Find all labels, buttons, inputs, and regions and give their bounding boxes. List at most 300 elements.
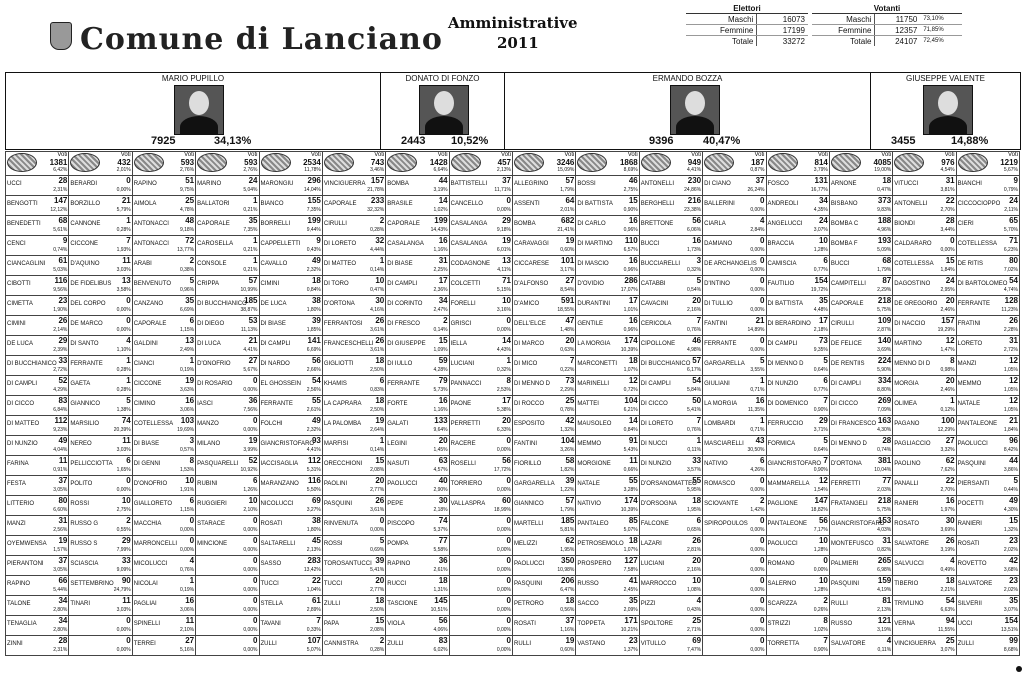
candidate-name: GENTILE <box>577 321 604 327</box>
list-votes: 1868 <box>619 158 638 167</box>
candidate-cell <box>6 536 69 556</box>
candidate-cell <box>703 336 766 356</box>
candidate-pct: 4,41% <box>306 447 321 453</box>
candidate-pct: 9,23% <box>53 427 68 433</box>
candidate-pct: 2,53% <box>496 387 511 393</box>
candidate-name: LUCIANI <box>640 561 665 567</box>
candidate-votes: 60 <box>502 496 511 505</box>
list-symbol-icon <box>261 153 291 172</box>
candidate-cell <box>322 296 385 316</box>
candidate-votes: 103 <box>180 416 195 425</box>
candidate-pct: 1,09% <box>433 347 448 353</box>
candidate-name: BISBANO <box>830 201 858 207</box>
candidate-pct: 2,50% <box>370 367 385 373</box>
candidate-votes: 31 <box>58 516 68 525</box>
mayor-pct: 40,47% <box>703 135 741 147</box>
candidate-votes: 56 <box>502 456 511 465</box>
candidate-votes: 163 <box>877 416 892 425</box>
candidate-votes: 66 <box>58 576 68 585</box>
candidate-cell <box>449 416 512 436</box>
candidate-cell <box>196 636 259 656</box>
candidate-pct: 2,11% <box>1004 207 1018 213</box>
candidate-votes: 18 <box>438 576 448 585</box>
candidate-votes: 4 <box>126 336 131 345</box>
candidate-votes: 100 <box>941 416 955 425</box>
candidate-pct: 4,35% <box>813 207 828 213</box>
candidate-votes: 26 <box>58 316 68 325</box>
candidate-cell <box>132 576 195 596</box>
candidate-pct: 1,37% <box>623 647 638 653</box>
candidate-votes: 1 <box>253 256 258 265</box>
candidate-name: NATIVIO <box>704 461 728 467</box>
candidate-pct: 5,38% <box>496 407 511 413</box>
candidate-votes: 7 <box>126 236 131 245</box>
candidate-cell <box>322 616 385 636</box>
candidate-name: CRIPPA <box>197 281 220 287</box>
candidate-name: PELLICCIOTTA <box>70 461 113 467</box>
candidate-pct: 0,00% <box>370 527 385 533</box>
candidate-cell <box>132 176 195 196</box>
candidate-name: FRATINI <box>957 321 981 327</box>
candidate-name: MORGIA <box>894 381 919 387</box>
candidate-pct: 0,55% <box>116 527 131 533</box>
candidate-cell <box>893 556 956 576</box>
candidate-votes: 157 <box>941 316 955 325</box>
candidate-votes: 20 <box>375 576 385 585</box>
candidate-votes: 73 <box>818 336 828 345</box>
candidate-pct: 6,17% <box>686 367 702 373</box>
candidate-votes: 37 <box>502 176 511 185</box>
candidate-name: BIANCHI <box>957 181 982 187</box>
candidate-name: CASALANGA <box>450 241 488 247</box>
candidate-votes: 109 <box>877 316 892 325</box>
candidate-pct: 0,00% <box>813 567 828 573</box>
candidate-cell <box>6 236 69 256</box>
candidate-name: DE ARCHANGELIS <box>704 261 757 267</box>
candidate-votes: 16 <box>628 256 638 265</box>
candidate-votes: 265 <box>877 556 892 565</box>
candidate-name: GIULIANI <box>704 381 730 387</box>
candidate-cell <box>196 536 259 556</box>
candidate-cell <box>829 276 892 296</box>
candidate-cell <box>196 556 259 576</box>
candidate-votes: 24 <box>1009 196 1018 205</box>
candidate-pct: 3,32% <box>940 447 955 453</box>
candidate-pct: 0,00% <box>116 627 131 633</box>
candidate-votes: 18 <box>692 496 702 505</box>
candidate-votes: 18 <box>628 356 638 365</box>
candidate-name: CAPORALE <box>830 301 864 307</box>
candidate-cell <box>259 616 322 636</box>
candidate-pct: 1,90% <box>53 307 68 313</box>
candidate-cell <box>956 516 1019 536</box>
candidate-pct: 4,41% <box>243 347 258 353</box>
candidate-votes: 27 <box>565 276 575 285</box>
candidate-pct: 2,46% <box>940 307 955 313</box>
candidate-votes: 17 <box>818 316 828 325</box>
candidate-cell <box>829 336 892 356</box>
candidate-pct: 14,89% <box>747 327 765 333</box>
candidate-name: CAVACINI <box>640 301 669 307</box>
candidate-cell <box>703 276 766 296</box>
candidate-cell <box>703 196 766 216</box>
candidate-votes: 1 <box>253 196 258 205</box>
candidate-name: MORGIONE <box>577 461 611 467</box>
candidate-name: DI MATTEO <box>323 261 357 267</box>
list-votes: 457 <box>497 158 511 167</box>
candidate-cell <box>576 316 639 336</box>
candidate-name: PANALLI <box>894 481 919 487</box>
candidate-votes: 131 <box>814 176 828 185</box>
candidate-name: DI GIUSEPPE <box>387 341 426 347</box>
candidate-name: DI DIEGO <box>197 321 225 327</box>
candidate-votes: 34 <box>438 296 448 305</box>
candidate-cell <box>196 256 259 276</box>
candidate-votes: 6 <box>823 376 828 385</box>
candidate-name: ANTONELLI <box>640 181 674 187</box>
candidate-pct: 2,50% <box>370 407 385 413</box>
candidate-votes: 14 <box>438 196 448 205</box>
candidate-name: OYEMWENSA <box>7 541 47 547</box>
candidate-votes: 24 <box>945 276 955 285</box>
candidate-pct: 13,77% <box>177 247 195 253</box>
candidate-votes: 24 <box>248 176 258 185</box>
candidate-pct: 1,26% <box>243 487 258 493</box>
candidate-votes: 44 <box>1009 456 1018 465</box>
candidate-name: LA CAPRARA <box>323 401 362 407</box>
candidate-cell <box>956 436 1019 456</box>
candidate-pct: 10,21% <box>620 627 638 633</box>
candidate-name: CIRULLI <box>323 221 347 227</box>
candidate-votes: 20 <box>945 296 955 305</box>
candidate-photo <box>174 85 224 135</box>
candidate-pct: 1,84% <box>1003 427 1018 433</box>
candidate-name: NEREO <box>70 441 92 447</box>
candidate-pct: 1,32% <box>560 427 575 433</box>
candidate-name: DI LORETO <box>640 421 673 427</box>
candidate-pct: 2,56% <box>306 387 321 393</box>
candidate-name: MANZI <box>957 361 977 367</box>
candidate-name: VASTANO <box>577 641 606 647</box>
candidate-cell <box>69 636 132 656</box>
candidate-pct: 0,28% <box>116 227 131 233</box>
candidate-pct: 0,00% <box>750 487 765 493</box>
candidate-name: D'ORSANOMATTEO <box>640 481 697 487</box>
candidate-votes: 51 <box>185 176 195 185</box>
candidate-cell <box>766 536 829 556</box>
candidate-pct: 0,12% <box>940 407 955 413</box>
list-votes-label: Voti <box>310 152 321 158</box>
candidate-cell <box>196 436 259 456</box>
candidate-cell <box>956 636 1019 656</box>
candidate-pct: 2,77% <box>370 587 385 593</box>
candidate-votes: 3 <box>696 256 702 265</box>
candidate-pct: 1,95% <box>686 507 702 513</box>
candidate-cell <box>513 376 576 396</box>
candidate-votes: 26 <box>375 496 385 505</box>
candidate-votes: 74 <box>438 516 448 525</box>
candidate-name: ROSSI <box>323 541 343 547</box>
candidate-name: VINCIGUERRA <box>894 641 936 647</box>
candidate-name: CICCONE <box>70 241 99 247</box>
candidate-cell <box>322 436 385 456</box>
candidate-pct: 0,00% <box>750 347 765 353</box>
candidate-pct: 5,07% <box>306 647 321 653</box>
candidate-cell <box>956 456 1019 476</box>
candidate-pct: 1,45% <box>433 447 448 453</box>
candidate-name: MARFISI <box>323 441 349 447</box>
candidate-name: ANTONACCI <box>133 241 169 247</box>
candidate-name: DE FELICE <box>830 341 862 347</box>
candidate-cell <box>639 176 702 196</box>
candidate-name: DE MARCO <box>70 321 103 327</box>
candidate-pct: 14,04% <box>303 187 321 193</box>
candidate-pct: 2,77% <box>370 487 385 493</box>
candidate-votes: 14 <box>502 336 511 345</box>
candidate-pct: 2,03% <box>877 487 892 493</box>
mayor-pct: 14,88% <box>951 135 989 147</box>
candidate-pct: 14,43% <box>430 227 448 233</box>
candidate-votes: 174 <box>624 496 638 505</box>
candidate-votes: 6 <box>189 496 195 505</box>
candidate-cell <box>6 316 69 336</box>
list-symbol-icon <box>831 153 861 172</box>
candidate-votes: 0 <box>126 636 131 645</box>
candidate-votes: 15 <box>1009 516 1018 525</box>
candidate-name: CAPORALE <box>197 221 230 227</box>
candidate-votes: 10 <box>185 476 195 485</box>
candidate-pct: 3,05% <box>53 567 68 573</box>
candidate-cell <box>766 176 829 196</box>
candidate-name: CASALANGA <box>387 241 424 247</box>
list-votes-label: Voti <box>437 152 448 158</box>
candidate-cell <box>893 436 956 456</box>
candidate-cell <box>766 296 829 316</box>
candidate-pct: 1,79% <box>560 507 575 513</box>
candidate-name: FARINA <box>7 461 29 467</box>
candidate-name: ESPOSITO <box>514 421 545 427</box>
candidate-pct: 2,25% <box>433 267 448 273</box>
candidate-name: DI MATTEO <box>7 421 40 427</box>
candidate-cell <box>956 176 1019 196</box>
candidate-pct: 8,54% <box>560 287 575 293</box>
candidate-pct: 12,29% <box>937 427 955 433</box>
candidate-name: COTELLESSA <box>133 421 174 427</box>
candidate-name: ZULLI <box>957 641 974 647</box>
candidate-votes: 57 <box>565 496 575 505</box>
candidate-cell <box>449 396 512 416</box>
candidate-pct: 0,00% <box>496 587 511 593</box>
candidate-pct: 2,89% <box>306 607 321 613</box>
candidate-name: CARAVAGGI <box>514 241 549 247</box>
candidate-pct: 1,93% <box>116 247 131 253</box>
candidate-votes: 33 <box>692 456 702 465</box>
candidate-votes: 54 <box>311 376 321 385</box>
candidate-pct: 0,84% <box>306 287 321 293</box>
candidate-name: MINCIONE <box>197 541 228 547</box>
candidate-name: DI TORO <box>323 281 349 287</box>
candidate-pct: 1,32% <box>1003 527 1018 533</box>
candidate-cell <box>132 636 195 656</box>
votanti-value: 24107 <box>875 36 920 47</box>
candidate-name: TORRETTA <box>767 641 800 647</box>
candidate-cell <box>6 196 69 216</box>
candidate-cell <box>956 536 1019 556</box>
table-row <box>6 616 1020 636</box>
candidate-cell <box>196 496 259 516</box>
candidate-votes: 37 <box>58 556 68 565</box>
candidate-pct: 8,80% <box>877 387 892 393</box>
candidate-pct: 7,47% <box>686 647 702 653</box>
candidate-pct: 1,28% <box>813 547 828 553</box>
candidate-pct: 1,05% <box>1003 387 1018 393</box>
candidate-name: MARCONETTI <box>577 361 618 367</box>
candidate-name: PAOLUCCI <box>514 561 545 567</box>
candidate-pct: 9,75% <box>179 187 195 193</box>
candidate-pct: 7,35% <box>306 207 321 213</box>
candidate-name: PASQUINI <box>830 581 860 587</box>
candidate-votes: 14 <box>628 416 638 425</box>
candidate-votes: 10 <box>502 296 511 305</box>
candidate-votes: 112 <box>307 456 321 465</box>
candidate-votes: 20 <box>375 476 385 485</box>
election-year: 2011 <box>497 34 539 52</box>
candidate-name: BORRELLI <box>260 221 291 227</box>
candidate-votes: 0 <box>760 636 765 645</box>
candidate-votes: 23 <box>58 296 68 305</box>
candidate-votes: 16 <box>438 396 448 405</box>
candidate-cell <box>893 596 956 616</box>
candidate-pct: 13,42% <box>303 567 321 573</box>
candidate-pct: 10,98% <box>557 567 575 573</box>
candidate-votes: 20 <box>692 296 702 305</box>
candidate-pct: 0,00% <box>116 327 131 333</box>
list-symbol-icon <box>577 153 607 172</box>
candidate-pct: 8,42% <box>1003 447 1018 453</box>
candidate-cell <box>576 396 639 416</box>
elettori-label: Femmine <box>686 25 757 36</box>
candidate-cell <box>513 576 576 596</box>
candidate-name: ZINNI <box>7 641 23 647</box>
candidate-cell <box>386 376 449 396</box>
candidate-name: CIMINI <box>7 321 26 327</box>
candidate-votes: 5 <box>379 536 385 545</box>
candidate-name: BOMBA <box>387 181 409 187</box>
page-header <box>0 0 1024 72</box>
candidate-votes: 0 <box>506 436 511 445</box>
candidate-pct: 0,96% <box>623 227 638 233</box>
candidate-pct: 2,08% <box>370 627 385 633</box>
candidate-pct: 3,03% <box>116 267 131 273</box>
candidate-name: POLITO <box>70 481 93 487</box>
candidate-name: CICCARESE <box>514 261 550 267</box>
candidate-name: PAPA <box>323 621 339 627</box>
candidate-votes: 26 <box>945 536 955 545</box>
candidate-pct: 8,68% <box>1003 647 1018 653</box>
candidate-votes: 56 <box>692 216 702 225</box>
votanti-title: Votanti <box>812 3 962 14</box>
table-row <box>6 416 1020 436</box>
candidate-votes: 174 <box>624 336 638 345</box>
candidate-votes: 155 <box>307 196 321 205</box>
list-pct: 2,13% <box>496 167 511 173</box>
table-row <box>6 576 1020 596</box>
candidate-votes: 69 <box>311 496 321 505</box>
candidate-name: SILVERII <box>957 601 982 607</box>
candidate-pct: 4,98% <box>686 347 702 353</box>
candidate-cell <box>259 376 322 396</box>
candidate-votes: 15 <box>628 196 638 205</box>
candidate-votes: 25 <box>945 636 955 645</box>
candidate-cell <box>576 356 639 376</box>
candidate-votes: 39 <box>311 316 321 325</box>
candidate-votes: 21 <box>121 196 131 205</box>
candidate-cell <box>196 236 259 256</box>
candidate-cell <box>703 436 766 456</box>
candidate-pct: 6,02% <box>433 647 448 653</box>
candidate-name: DI MENNO D <box>830 441 867 447</box>
candidate-name: DI CICCO <box>830 401 858 407</box>
candidate-name: FESTA <box>7 481 26 487</box>
candidate-cell <box>513 336 576 356</box>
candidate-cell <box>703 496 766 516</box>
candidate-pct: 0,71% <box>750 387 765 393</box>
candidate-pct: 0,19% <box>179 587 195 593</box>
candidate-cell <box>703 636 766 656</box>
candidate-cell <box>576 236 639 256</box>
candidate-votes: 23 <box>1009 536 1018 545</box>
candidate-votes: 185 <box>244 296 258 305</box>
candidate-votes: 27 <box>185 636 195 645</box>
candidate-cell <box>322 536 385 556</box>
candidate-name: PANNACCI <box>450 381 482 387</box>
candidate-name: CENCI <box>7 241 26 247</box>
candidate-name: FIORILLO <box>514 461 542 467</box>
candidate-name: RUBINI <box>197 481 218 487</box>
candidate-votes: 218 <box>877 496 892 505</box>
candidate-cell <box>6 636 69 656</box>
candidate-cell <box>513 356 576 376</box>
candidate-votes: 6 <box>379 376 385 385</box>
candidate-name: PIZZI <box>640 601 656 607</box>
candidate-votes: 57 <box>248 276 258 285</box>
candidate-votes: 36 <box>248 396 258 405</box>
candidate-cell <box>322 276 385 296</box>
candidate-votes: 16 <box>692 236 702 245</box>
candidate-name: SALTARELLI <box>260 541 296 547</box>
candidate-pct: 0,26% <box>813 607 828 613</box>
candidate-pct: 5,73% <box>433 387 448 393</box>
table-row <box>6 296 1020 316</box>
candidate-pct: 18,82% <box>810 507 828 513</box>
candidate-pct: 1,28% <box>813 247 828 253</box>
candidate-cell <box>893 216 956 236</box>
candidate-name: CAPORALE <box>387 221 420 227</box>
candidate-votes: 133 <box>434 416 448 425</box>
candidate-pct: 2,56% <box>53 527 68 533</box>
candidate-votes: 381 <box>877 456 892 465</box>
candidate-votes: 11 <box>122 256 131 265</box>
candidate-votes: 19 <box>185 376 195 385</box>
candidate-pct: 0,00% <box>116 307 131 313</box>
list-pct: 2,01% <box>116 167 131 173</box>
candidate-name: EL GHOSSEIN <box>260 381 301 387</box>
candidate-votes: 62 <box>945 456 955 465</box>
candidate-pct: 0,22% <box>560 367 575 373</box>
candidate-pct: 2,46% <box>940 387 955 393</box>
candidate-cell <box>893 396 956 416</box>
candidate-name: ROSELLI <box>450 461 476 467</box>
